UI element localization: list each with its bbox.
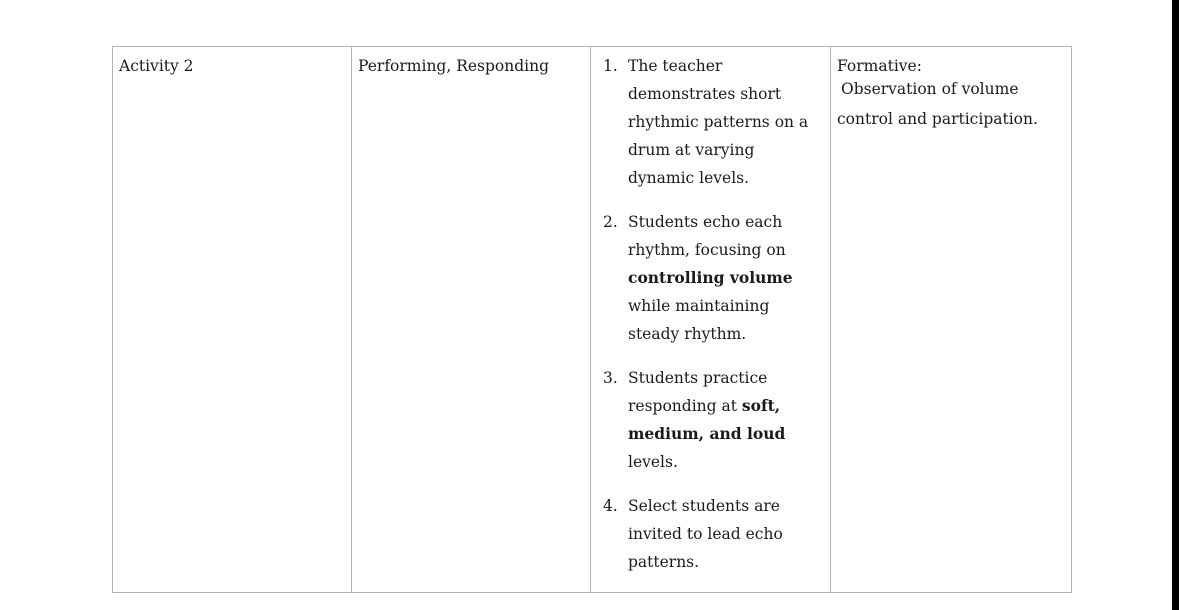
right-edge-bar [1172, 0, 1179, 610]
process-cell [352, 47, 591, 593]
step-item [591, 52, 830, 192]
activity-label: Activity 2 [119, 57, 194, 75]
activity-cell [113, 47, 352, 593]
table-row [113, 47, 1072, 593]
steps-cell [591, 47, 831, 593]
step-text: The teacher demonstrates short rhythmic patterns on a drum at varying dynamic levels. [628, 57, 809, 187]
step-emphasis: controlling volume [628, 268, 793, 287]
assessment-cell [831, 47, 1072, 593]
process-label: Performing, Responding [358, 57, 550, 75]
step-number: 2. [603, 213, 618, 231]
step-number: 3. [603, 369, 618, 387]
step-number: 1. [603, 57, 618, 75]
assessment-text: Observation of volume control and participation. [837, 80, 1038, 128]
step-item [591, 208, 830, 348]
step-text: Students echo each rhythm, focusing on [628, 213, 786, 259]
step-text: while maintaining steady rhythm. [628, 297, 770, 343]
assessment-label: Formative: [837, 57, 922, 75]
step-text: Select students are invited to lead echo patterns. [628, 497, 783, 571]
step-number: 4. [603, 497, 618, 515]
step-item [591, 364, 830, 476]
step-emphasis: soft, medium, and loud [628, 396, 786, 443]
lesson-plan-table [112, 46, 1072, 593]
step-item [591, 492, 830, 576]
step-text: Students practice responding at [628, 369, 768, 415]
steps-list [591, 47, 830, 576]
step-text: levels. [628, 453, 678, 471]
